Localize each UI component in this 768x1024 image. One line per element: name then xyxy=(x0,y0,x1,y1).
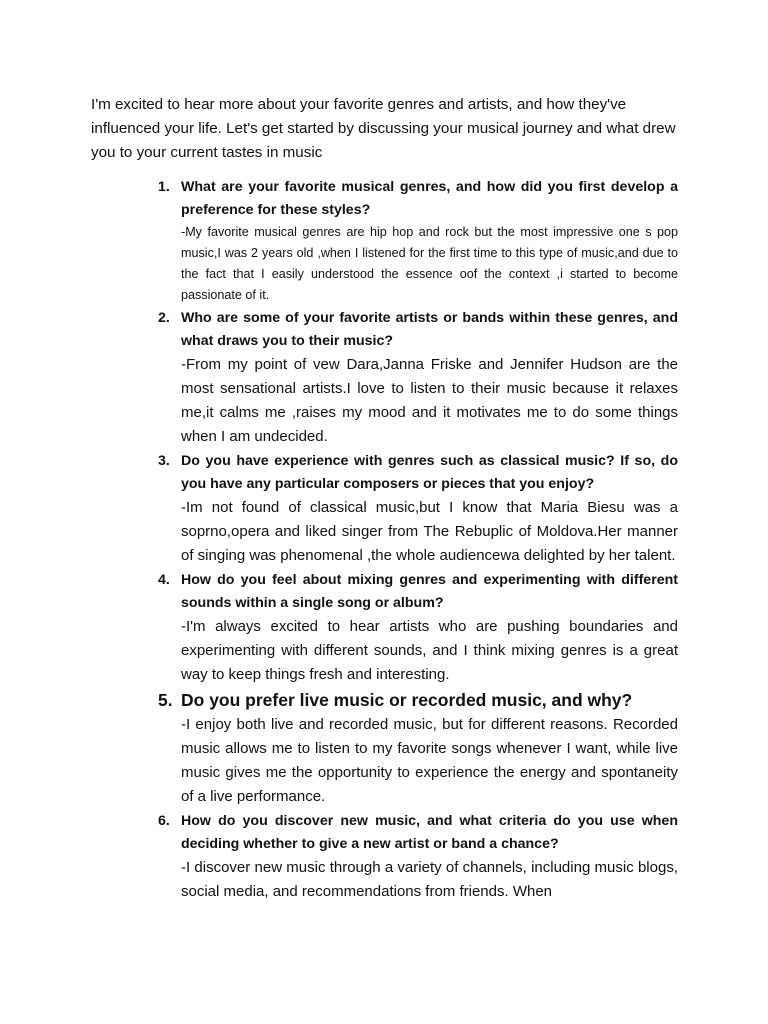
question-text: Who are some of your favorite artists or bands within these genres, and what draws you to their music? xyxy=(181,310,678,349)
question-list xyxy=(158,176,678,904)
intro-paragraph: I'm excited to hear more about your favorite genres and artists, and how they've influenced your life. Let's get started by discussing your musical journey and what drew you to your current tastes in music xyxy=(91,96,676,161)
answer-text: -Im not found of classical music,but I know that Maria Biesu was a soprno,opera and liked singer from The Rebuplic of Moldova.Her manner of singing was phenomenal ,the whole audiencewa delighted by her talent. xyxy=(181,499,678,564)
question-item-6 xyxy=(158,810,678,904)
question-text: How do you feel about mixing genres and experimenting with different sounds within a single song or album? xyxy=(181,572,678,611)
answer-text: -I'm always excited to hear artists who are pushing boundaries and experimenting with different sounds, and I think mixing genres is a great way to keep things fresh and interesting. xyxy=(181,618,678,683)
question-number: 6. xyxy=(158,813,170,829)
question-text: How do you discover new music, and what criteria do you use when deciding whether to give a new artist or band a chance? xyxy=(181,813,678,852)
answer-text: -I discover new music through a variety of channels, including music blogs, social media, and recommendations from friends. When xyxy=(181,859,678,900)
answer-text: -My favorite musical genres are hip hop and rock but the most impressive one s pop music,I was 2 years old ,when I listened for the first time to this type of music,and due to the fact that I easily understood the essence oof the context ,i started to become passionate of it. xyxy=(181,225,678,302)
question-text: Do you prefer live music or recorded music, and why? xyxy=(181,690,633,710)
question-number: 5. xyxy=(158,690,173,710)
question-item-5 xyxy=(158,688,678,809)
question-text: Do you have experience with genres such as classical music? If so, do you have any particular composers or pieces that you enjoy? xyxy=(181,453,678,492)
question-item-4 xyxy=(158,569,678,687)
question-number: 3. xyxy=(158,453,170,469)
question-number: 1. xyxy=(158,179,170,195)
answer-text: -From my point of vew Dara,Janna Friske and Jennifer Hudson are the most sensational artists.I love to listen to their music because it relaxes me,it calms me ,raises my mood and it motivates me to do some things when I am undecided. xyxy=(181,356,678,445)
question-item-2 xyxy=(158,307,678,449)
question-number: 4. xyxy=(158,572,170,588)
question-item-3 xyxy=(158,450,678,568)
question-number: 2. xyxy=(158,310,170,326)
question-item-1 xyxy=(158,176,678,306)
answer-text: -I enjoy both live and recorded music, but for different reasons. Recorded music allows me to listen to my favorite songs whenever I want, while live music gives me the opportunity to experience the energy and spontaneity of a live performance. xyxy=(181,716,678,805)
question-text: What are your favorite musical genres, and how did you first develop a preference for these styles? xyxy=(181,179,678,218)
